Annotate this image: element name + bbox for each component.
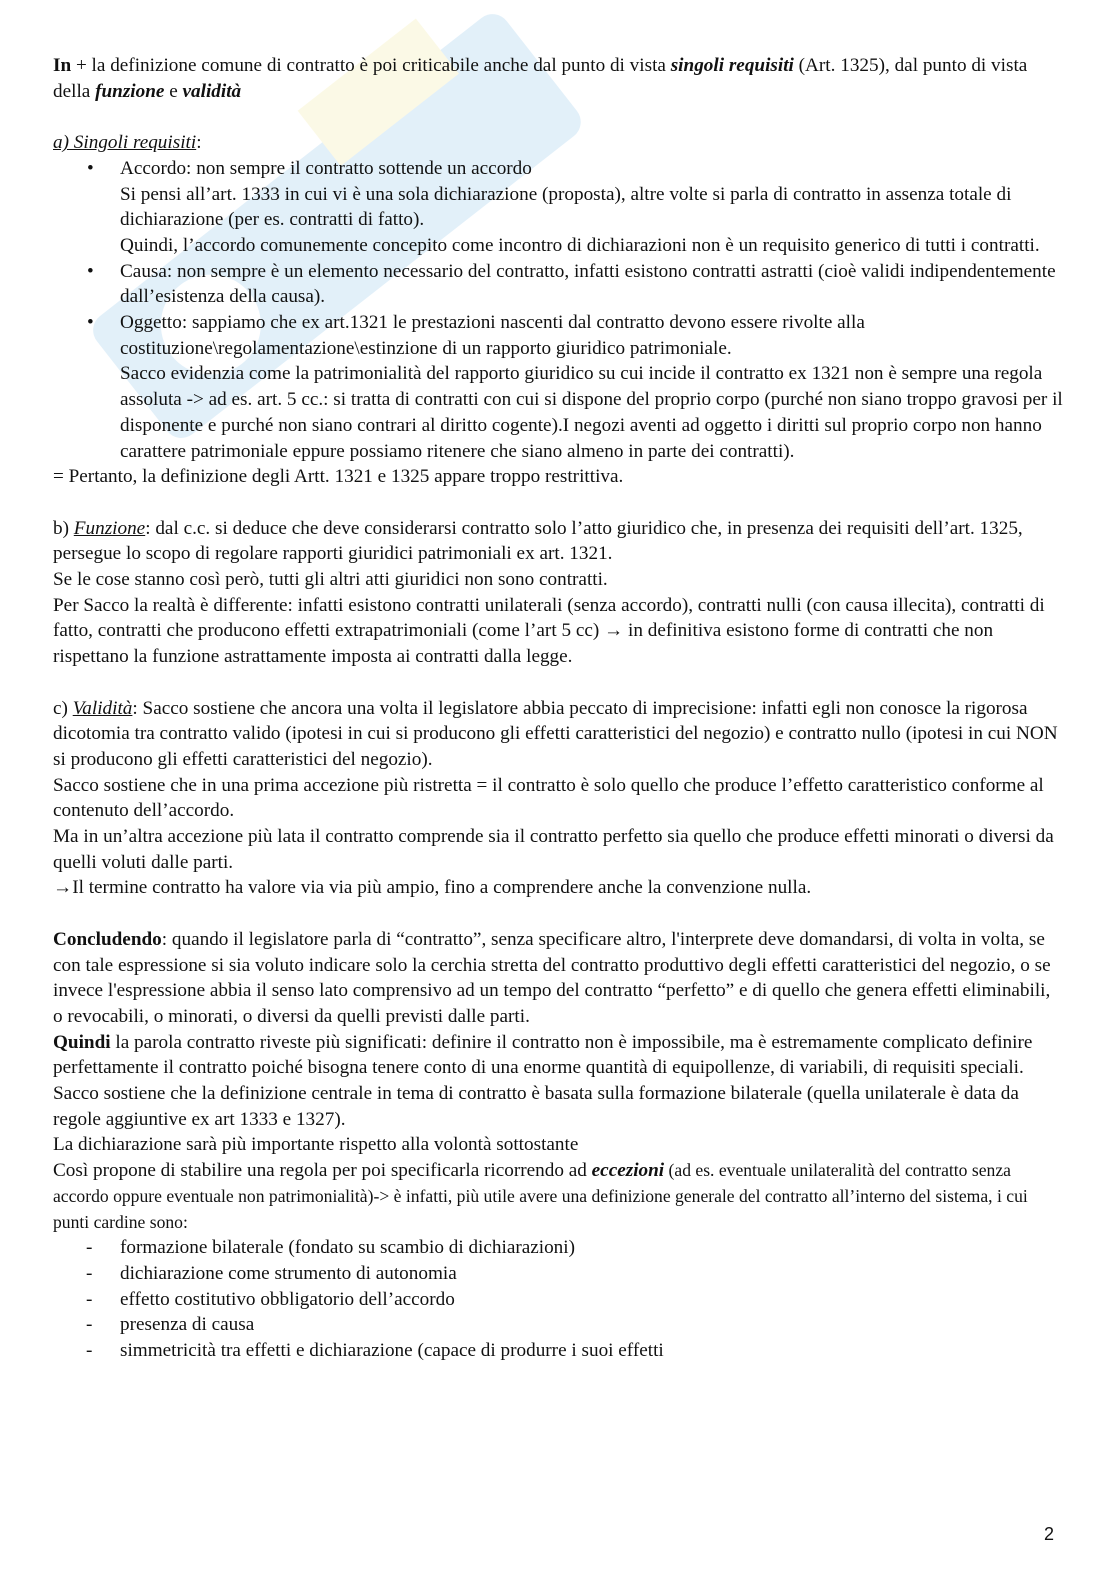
section-b-text-1: : dal c.c. si deduce che deve considerarsi contratto solo l’atto giuridico che, in presenza dei requisiti dell’art. 1325, persegue lo scopo di regolare rapporti giuridici patrimoniali ex art. 1321.: [53, 517, 1023, 565]
intro-paragraph: [53, 53, 1063, 104]
conclusion-quindi: Quindi: [53, 1031, 111, 1053]
section-c-text-2: Sacco sostiene che in una prima accezione più ristretta = il contratto è solo quello che produce l’effetto caratteristico conforme al contenuto dell’accordo.: [53, 774, 1044, 822]
accordo-line-1: • Accordo: non sempre il contratto sottende un accordo: [120, 157, 532, 179]
section-c-text-4: →Il termine contratto ha valore via via più ampio, fino a comprendere anche la convenzione nulla.: [53, 877, 812, 899]
intro-lead: In: [53, 55, 72, 76]
list-item: - simmetricità tra effetti e dichiarazione (capace di produrre i suoi effetti: [53, 1338, 1063, 1364]
oggetto-line-1: • Oggetto: sappiamo che ex art.1321 le prestazioni nascenti dal contratto devono essere rivolte alla costituzione\regolamentazione\estinzione di un rapporto giuridico patrimoniale.: [120, 312, 865, 359]
conclusion-text-5a: Così propone di stabilire una regola per poi specificarla ricorrendo ad: [53, 1160, 592, 1182]
section-b-text-3: Per Sacco la realtà è differente: infatti esistono contratti unilaterali (senza accordo), contratti nulli (con causa illecita), contratti di fatto, contratti che producono effetti extrapatrimoniali (come l’art 5 cc) → in definitiva esistono forme di contratti che non rispettano la funzione astrattamente imposta ai contratti dalla legge.: [53, 594, 1045, 668]
punti-cardine-list: [53, 1235, 1063, 1364]
list-item: - dichiarazione come strumento di autonomia: [53, 1261, 1063, 1287]
intro-validita: validità: [182, 80, 242, 102]
list-item-causa: [53, 259, 1063, 310]
section-c-heading: Validità: [72, 697, 133, 719]
section-b-prefix: b): [53, 517, 74, 539]
section-a-heading-line: [53, 130, 1063, 156]
list-item: - presenza di causa: [53, 1312, 1063, 1338]
list-item: - effetto costitutivo obbligatorio dell’accordo: [53, 1287, 1063, 1313]
accordo-line-3: Quindi, l’accordo comunemente concepito come incontro di dichiarazioni non è un requisito generico di tutti i contratti.: [120, 234, 1040, 256]
intro-funzione: funzione: [95, 80, 165, 102]
conclusion-paragraph-5: [53, 1158, 1063, 1235]
conclusion-text-5b: (ad es. eventuale unilateralità del contratto senza accordo oppure eventuale non patrimonialità)-> è infatti, più utile avere una definizione generale del contratto all’interno del sistema, i cui punti cardine sono:: [53, 1160, 1028, 1232]
conclusion-paragraph-2: [53, 1030, 1063, 1081]
conclusion-text-2: la parola contratto riveste più significati: definire il contratto non è impossibile, ma è estremamente complicato definire perfettamente il contratto poiché bisogna tenere conto di una enorme quantità di equipollenze, di variabili, di requisiti speciali.: [53, 1031, 1033, 1079]
intro-text-1: + la definizione comune di contratto è poi criticabile anche dal punto di vista: [71, 55, 671, 76]
oggetto-line-2: Sacco evidenzia come la patrimonialità del rapporto giuridico su cui incide il contratto ex 1321 non è sempre una regola assoluta -> ad es. art. 5 cc.: si tratta di contratti con cui si dispone del proprio corpo (purché non siano troppo gravosi per il disponente e purché non siano contrari al diritto cogente).I negozi aventi ad oggetto i diritti sul proprio corpo non hanno carattere patrimoniale eppure possiamo ritenere che siano almeno in parte dei contratti).: [120, 363, 1063, 462]
section-a-heading: a) Singoli requisiti: [53, 132, 197, 154]
list-item-oggetto: [53, 310, 1063, 464]
document-page: [53, 53, 1063, 1364]
conclusion-text-3: Sacco sostiene che la definizione centrale in tema di contratto è basata sulla formazione bilaterale (quella unilaterale è data da regole aggiuntive ex art 1333 e 1327).: [53, 1083, 1019, 1130]
section-a-conclusion: = Pertanto, la definizione degli Artt. 1321 e 1325 appare troppo restrittiva.: [53, 466, 624, 488]
accordo-line-2: Si pensi all’art. 1333 in cui vi è una sola dichiarazione (proposta), altre volte si parla di contratto in assenza totale di dichiarazione (per es. contratti di fatto).: [120, 183, 1012, 231]
conclusion-paragraph-1: [53, 927, 1063, 1030]
conclusion-lead: Concludendo: [53, 928, 162, 950]
requisiti-list: [53, 156, 1063, 464]
section-c-prefix: c): [53, 697, 73, 719]
list-item-accordo: [53, 156, 1063, 259]
list-item: - formazione bilaterale (fondato su scambio di dichiarazioni): [53, 1235, 1063, 1261]
section-b-heading: Funzione: [73, 517, 146, 539]
section-c-text-1: : Sacco sostiene che ancora una volta il legislatore abbia peccato di imprecisione: infatti egli non conosce la rigorosa dicotomia tra contratto valido (ipotesi in cui si producono gli effetti caratteristici del negozio) e contratto nullo (ipotesi in cui NON si producono gli effetti caratteristici del negozio).: [53, 697, 1058, 770]
conclusion-text-1: : quando il legislatore parla di “contratto”, senza specificare altro, l'interprete deve domandarsi, di volta in volta, se con tale espressione si sia voluto indicare solo la cerchia stretta del contratto produttivo degli effetti caratteristici del negozio, o se invece l'espressione abbia il senso lato comprensivo ad un tempo del contratto “perfetto” e di quello che genera effetti eliminabili, o revocabili, o minorati, o diversi da quelli previsti dalle parti.: [53, 928, 1051, 1027]
section-c-paragraph: [53, 696, 1063, 773]
intro-requisiti: singoli requisiti: [670, 55, 794, 76]
page-number: 2: [1043, 1524, 1054, 1544]
intro-text-2: (Art. 1325), dal punto di vista della: [53, 55, 1028, 102]
section-b-text-2: Se le cose stanno così però, tutti gli altri atti giuridici non sono contratti.: [53, 569, 608, 591]
intro-text-3: e: [164, 80, 183, 102]
conclusion-text-4: La dichiarazione sarà più importante rispetto alla volontà sottostante: [53, 1134, 579, 1156]
causa-text: • Causa: non sempre è un elemento necessario del contratto, infatti esistono contratti astratti (cioè validi indipendentemente dall’esistenza della causa).: [120, 260, 1056, 308]
conclusion-eccezioni: eccezioni: [591, 1160, 665, 1182]
section-b-paragraph: [53, 516, 1063, 567]
section-a-colon: :: [196, 132, 202, 154]
section-c-text-3: Ma in un’altra accezione più lata il contratto comprende sia il contratto perfetto sia quello che produce effetti minorati o diversi da quelli voluti dalle parti.: [53, 826, 1054, 873]
